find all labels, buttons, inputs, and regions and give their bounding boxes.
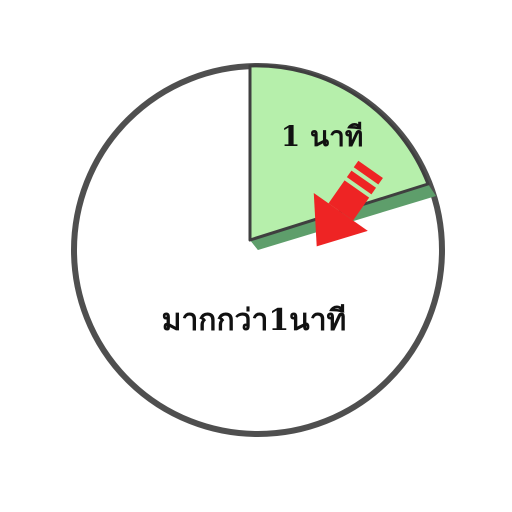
small-segment-label: 1 นาที (280, 120, 364, 153)
large-segment-label: มากกว่า1นาที (161, 303, 347, 338)
